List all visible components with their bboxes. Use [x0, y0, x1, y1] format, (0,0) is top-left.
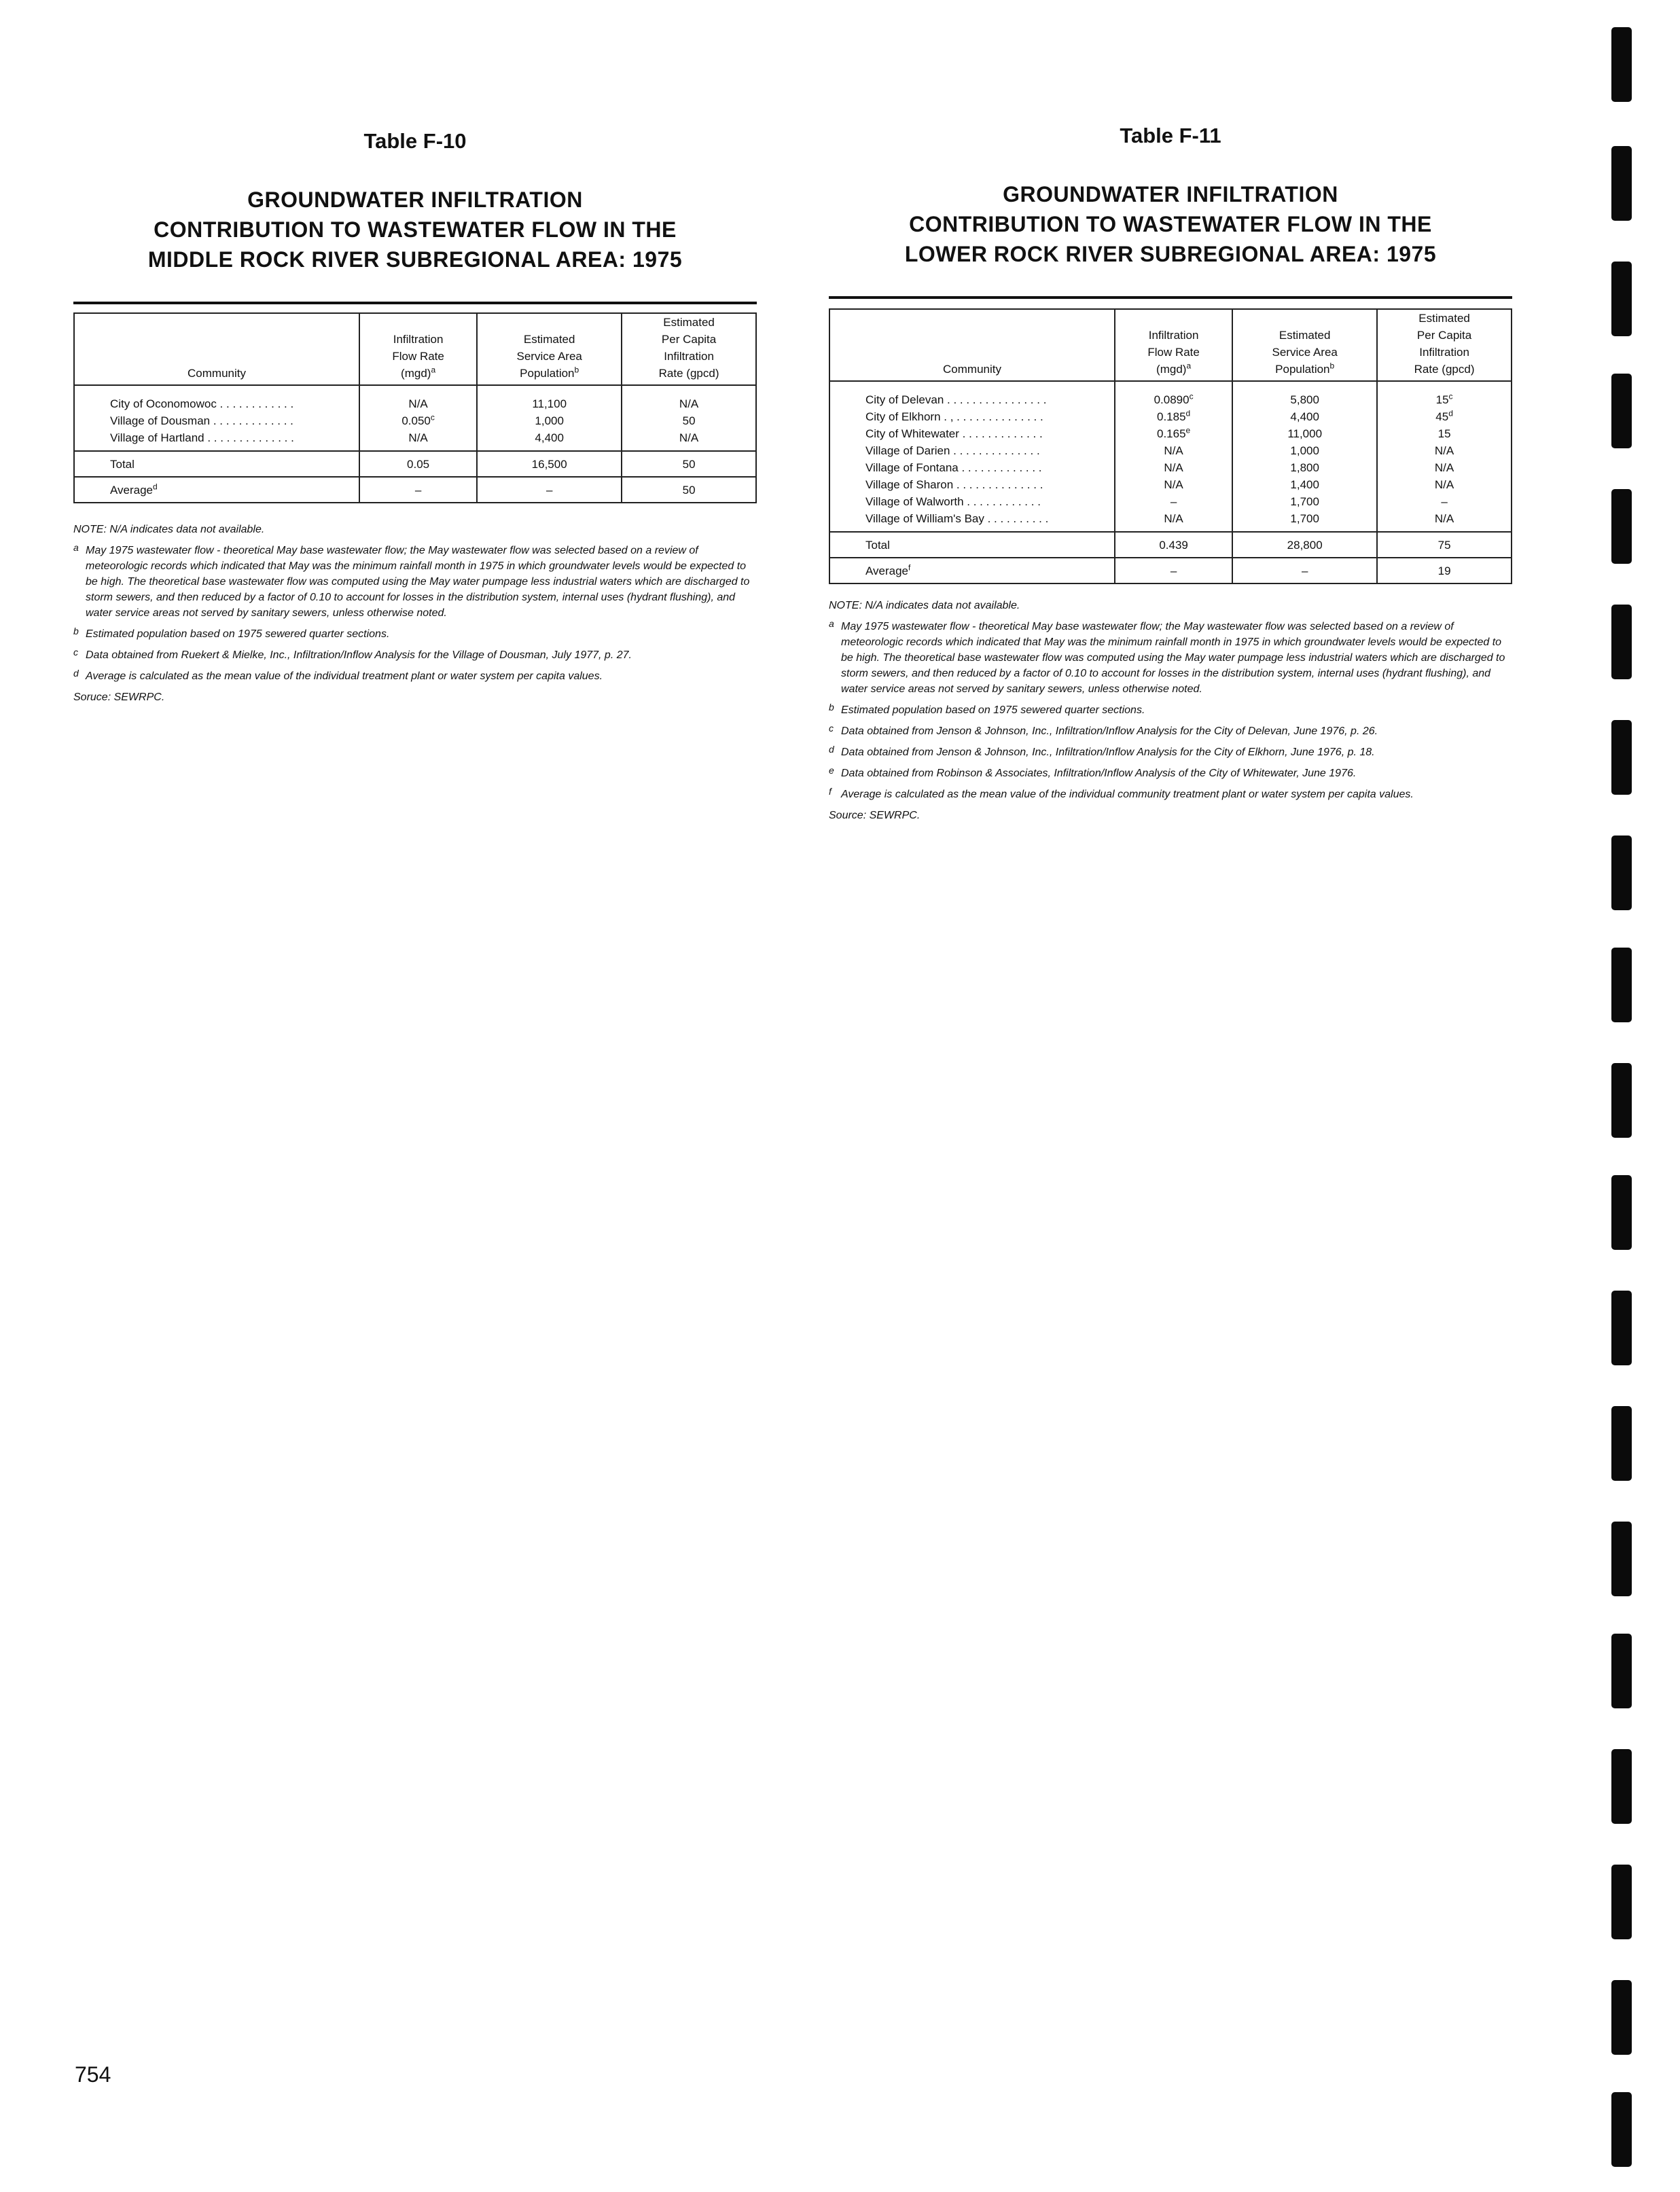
header-community: Community — [74, 313, 359, 385]
header-per-capita: Estimated Per Capita Infiltration Rate (gpcd) — [622, 313, 756, 385]
average-population: – — [1232, 558, 1377, 583]
table-row: City of Whitewater . . . . . . . . . . . . . — [865, 427, 1043, 440]
total-label: Total — [829, 532, 1115, 558]
table-row: Village of William's Bay . . . . . . . . . . — [865, 512, 1049, 525]
community-cell — [74, 385, 359, 451]
average-row — [74, 477, 756, 503]
footnote-b: b Estimated population based on 1975 sewered quarter sections. — [73, 626, 390, 640]
top-rule — [73, 302, 757, 304]
binding-hole — [1611, 1175, 1632, 1250]
binding-hole — [1611, 720, 1632, 795]
title-line: LOWER ROCK RIVER SUBREGIONAL AREA: 1975 — [904, 242, 1437, 266]
table-row: Village of Hartland . . . . . . . . . . . . . . — [110, 431, 294, 444]
top-rule — [829, 296, 1512, 299]
footnote-a: a May 1975 wastewater flow - theoretical May base wastewater flow; the May wastewater flow was selected based on a review of meteorologic records which indicated that May was the minimum rainfall month in 1975 in which groundwater levels would be expected to be high. The theoretical base wastewater flow was computed using the May water pumpage less industrial waters which are discharged to storm sewers, and then reduced by a factor of 0.10 to account for losses in the distribution system, internal uses (hydrant flushing), and water service areas not served by sanitary sewers, unless otherwise noted. — [829, 618, 1505, 695]
average-flow: – — [1115, 558, 1232, 583]
binding-hole — [1611, 489, 1632, 564]
footnote-f: f Average is calculated as the mean value of the individual community treatment plant or water system per capita values. — [829, 786, 1414, 800]
footnote-c: c Data obtained from Ruekert & Mielke, Inc., Infiltration/Inflow Analysis for the Village of Dousman, July 1977, p. 27. — [73, 647, 632, 661]
population-cell: 11,100 1,000 4,400 — [477, 385, 622, 451]
table-row: City of Elkhorn . , . . . . . . . . . . . . . . — [865, 410, 1043, 423]
binding-hole — [1611, 374, 1632, 448]
table-notes — [829, 598, 1512, 829]
binding-hole — [1611, 262, 1632, 336]
community-cell — [829, 381, 1115, 532]
binding-hole — [1611, 1980, 1632, 2055]
binding-hole — [1611, 605, 1632, 679]
total-population: 28,800 — [1232, 532, 1377, 558]
total-row — [829, 532, 1512, 558]
binding-hole — [1611, 1063, 1632, 1138]
note-na: NOTE: N/A indicates data not available. — [829, 600, 1020, 611]
header-row — [74, 313, 756, 385]
header-flow-rate: Infiltration Flow Rate (mgd)$^a$ — [1115, 309, 1232, 381]
data-table — [73, 312, 757, 503]
header-community: Community — [829, 309, 1115, 381]
table-title — [829, 179, 1512, 269]
total-row — [74, 451, 756, 477]
total-rate: 50 — [622, 451, 756, 477]
table-notes — [73, 522, 757, 711]
total-label: Total — [74, 451, 359, 477]
binding-hole — [1611, 1865, 1632, 1939]
table-body — [829, 381, 1512, 532]
binding-hole — [1611, 948, 1632, 1022]
binding-hole — [1611, 1406, 1632, 1481]
source-note: Source: SEWRPC. — [829, 810, 921, 821]
total-flow: 0.05 — [359, 451, 477, 477]
source-note: Soruce: SEWRPC. — [73, 691, 165, 703]
rate-cell: 15$^c$ 45$^d$ 15 N/A N/A N/A – N/A — [1377, 381, 1512, 532]
binding-hole — [1611, 146, 1632, 221]
binding-hole — [1611, 1634, 1632, 1708]
title-line: MIDDLE ROCK RIVER SUBREGIONAL AREA: 1975 — [147, 247, 683, 272]
average-flow: – — [359, 477, 477, 503]
header-population: Estimated Service Area Population$^b$ — [1232, 309, 1377, 381]
header-flow-rate: Infiltration Flow Rate (mgd)$^a$ — [359, 313, 477, 385]
title-line: CONTRIBUTION TO WASTEWATER FLOW IN THE — [909, 212, 1432, 236]
average-label: Average$^f$ — [829, 558, 1115, 583]
average-row — [829, 558, 1512, 583]
header-per-capita: Estimated Per Capita Infiltration Rate (gpcd) — [1377, 309, 1512, 381]
table-row: City of Delevan . . . . . . . . . . . . . . . . — [865, 393, 1047, 406]
rate-cell: N/A 50 N/A — [622, 385, 756, 451]
footnote-b: b Estimated population based on 1975 sewered quarter sections. — [829, 702, 1145, 716]
table-row: City of Oconomowoc . . . . . . . . . . . . — [110, 397, 294, 410]
header-row — [829, 309, 1512, 381]
data-table — [829, 308, 1512, 584]
total-rate: 75 — [1377, 532, 1512, 558]
total-flow: 0.439 — [1115, 532, 1232, 558]
binding-holes — [1611, 20, 1632, 2180]
table-row: Village of Dousman . . . . . . . . . . . . . — [110, 414, 293, 427]
table-row: Village of Walworth . . . . . . . . . . . . — [865, 495, 1041, 508]
table-row: Village of Sharon . . . . . . . . . . . . . . — [865, 478, 1043, 491]
binding-hole — [1611, 1291, 1632, 1365]
footnote-c: c Data obtained from Jenson & Johnson, Inc., Infiltration/Inflow Analysis for the City of Delevan, June 1976, p. 26. — [829, 723, 1378, 737]
table-label: Table F-11 — [1120, 124, 1221, 147]
note-na: NOTE: N/A indicates data not available. — [73, 524, 265, 535]
binding-hole — [1611, 836, 1632, 910]
flow-cell: 0.0890$^c$ 0.185$^d$ 0.165e N/A N/A N/A – N/A — [1115, 381, 1232, 532]
table-row: Village of Darien . . . . . . . . . . . . . . — [865, 444, 1040, 457]
flow-cell: N/A 0.050$^c$ N/A — [359, 385, 477, 451]
page-number: 754 — [75, 2062, 111, 2087]
footnote-d: d Data obtained from Jenson & Johnson, Inc., Infiltration/Inflow Analysis for the City of Elkhorn, June 1976, p. 18. — [829, 744, 1375, 758]
average-population: – — [477, 477, 622, 503]
population-cell: 5,800 4,400 11,000 1,000 1,800 1,400 1,700 1,700 — [1232, 381, 1377, 532]
binding-hole — [1611, 27, 1632, 102]
binding-hole — [1611, 2092, 1632, 2167]
average-rate: 50 — [622, 477, 756, 503]
table-title — [73, 185, 757, 274]
footnote-e: e Data obtained from Robinson & Associates, Infiltration/Inflow Analysis of the City of Whitewater, June 1976. — [829, 765, 1357, 779]
binding-hole — [1611, 1522, 1632, 1596]
footnote-a: a May 1975 wastewater flow - theoretical May base wastewater flow; the May wastewater flow was selected based on a review of meteorologic records which indicated that May was the minimum rainfall month in 1975 in which groundwater levels would be expected to be high. The theoretical base wastewater flow was computed using the May water pumpage less industrial waters which are discharged to storm sewers, and then reduced by a factor of 0.10 to account for losses in the distribution system, internal uses (hydrant flushing), and water service areas not served by sanitary sewers, unless otherwise noted. — [73, 542, 750, 619]
header-population: Estimated Service Area Population$^b$ — [477, 313, 622, 385]
average-label: Average$^d$ — [74, 477, 359, 503]
total-population: 16,500 — [477, 451, 622, 477]
title-line: CONTRIBUTION TO WASTEWATER FLOW IN THE — [154, 217, 677, 242]
table-body — [74, 385, 756, 451]
title-line: GROUNDWATER INFILTRATION — [1003, 182, 1338, 206]
table-label: Table F-10 — [363, 129, 467, 153]
average-rate: 19 — [1377, 558, 1512, 583]
footnote-d: d Average is calculated as the mean value of the individual treatment plant or water system per capita values. — [73, 668, 603, 682]
binding-hole — [1611, 1749, 1632, 1824]
title-line: GROUNDWATER INFILTRATION — [247, 187, 583, 212]
table-row: Village of Fontana . . . . . . . . . . . . . — [865, 461, 1042, 474]
